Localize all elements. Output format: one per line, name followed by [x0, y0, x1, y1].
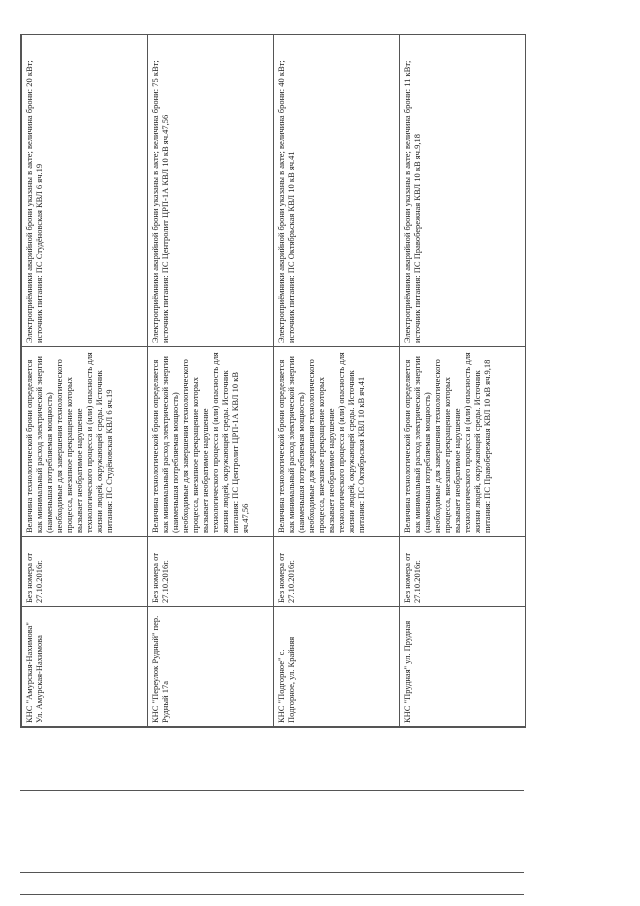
- technological-armor-cell: Величина технологической брони определяется как минимальный расход электрической энергии (наименьшая потребляемая мощность) необходимые для завершения технологического процесса, внезапное прекращение которых вызывает необратимое нарушение технологического процесса и (или) опасность для жизни людей, окружающей среды. Источник питания: ПС Студёновская КВЛ 6 яч.19: [22, 347, 148, 537]
- technological-armor-cell: Величина технологической брони определяется как минимальный расход электрической энергии (наименьшая потребляемая мощность) необходимые для завершения технологического процесса, внезапное прекращение которых вызывает необратимое нарушение технологического процесса и (или) опасность для жизни людей, окружающей среды. Источник питания: ПС Центролит ЦРП-1А КВЛ 10 кВ яч.47,56: [148, 347, 274, 537]
- technological-armor-cell: Величина технологической брони определяется как минимальный расход электрической энергии (наименьшая потребляемая мощность) необходимые для завершения технологического процесса, внезапное прекращение которых вызывает необратимое нарушение технологического процесса и (или) опасность для жизни людей, окружающей среды. Источник питания: ПС Правобережная КВЛ 10 кВ яч.9,18: [400, 347, 526, 537]
- horizontal-rule: [20, 790, 524, 791]
- table-row: [274, 35, 400, 727]
- rotated-table-frame: [20, 34, 526, 728]
- emergency-armor-cell: Электроприёмники аварийной брони указаны в акте; величина брони: 75 кВт; источник питания: ПС Центролит ЦРП-1А КВЛ 10 кВ яч.47,56: [148, 35, 274, 347]
- table-row: [400, 35, 526, 727]
- table-row: [22, 35, 148, 727]
- emergency-armor-cell: Электроприёмники аварийной брони указаны в акте; величина брони: 11 кВт; источник питания: ПС Правобережная КВЛ 10 кВ яч.9,18: [400, 35, 526, 347]
- horizontal-rule: [20, 894, 524, 895]
- horizontal-rule: [20, 872, 524, 873]
- emergency-armor-cell: Электроприёмники аварийной брони указаны в акте; величина брони: 40 кВт; источник питания: ПС Октябрьская КВЛ 10 кВ яч.41: [274, 35, 400, 347]
- facility-name-cell: КНС "Подгорное" с. Подгорное, ул. Крайняя: [274, 607, 400, 727]
- facility-name-cell: КНС "Амурская-Нахимова" Ул. Амурская-Нахимова: [22, 607, 148, 727]
- facility-name-cell: КНС "Прудная" ул. Прудная: [400, 607, 526, 727]
- act-reference-cell: Без номера от 27.10.2016г.: [400, 537, 526, 607]
- rotated-table-content: [21, 35, 525, 727]
- act-reference-cell: Без номера от 27.10.2016г.: [22, 537, 148, 607]
- act-reference-cell: Без номера от 27.10.2016г.: [148, 537, 274, 607]
- facility-name-cell: КНС "Переулок Рудный" пер. Рудный 17а: [148, 607, 274, 727]
- table-row: [148, 35, 274, 727]
- armor-table: [21, 34, 526, 727]
- emergency-armor-cell: Электроприёмники аварийной брони указаны в акте; величина брони: 20 кВт; источник питания: ПС Студёновская КВЛ 6 яч.19: [22, 35, 148, 347]
- act-reference-cell: Без номера от 27.10.2016г.: [274, 537, 400, 607]
- technological-armor-cell: Величина технологической брони определяется как минимальный расход электрической энергии (наименьшая потребляемая мощность) необходимые для завершения технологического процесса, внезапное прекращение которых вызывает необратимое нарушение технологического процесса и (или) опасность для жизни людей, окружающей среды. Источник питания: ПС Октябрьская КВЛ 10 кВ яч.41: [274, 347, 400, 537]
